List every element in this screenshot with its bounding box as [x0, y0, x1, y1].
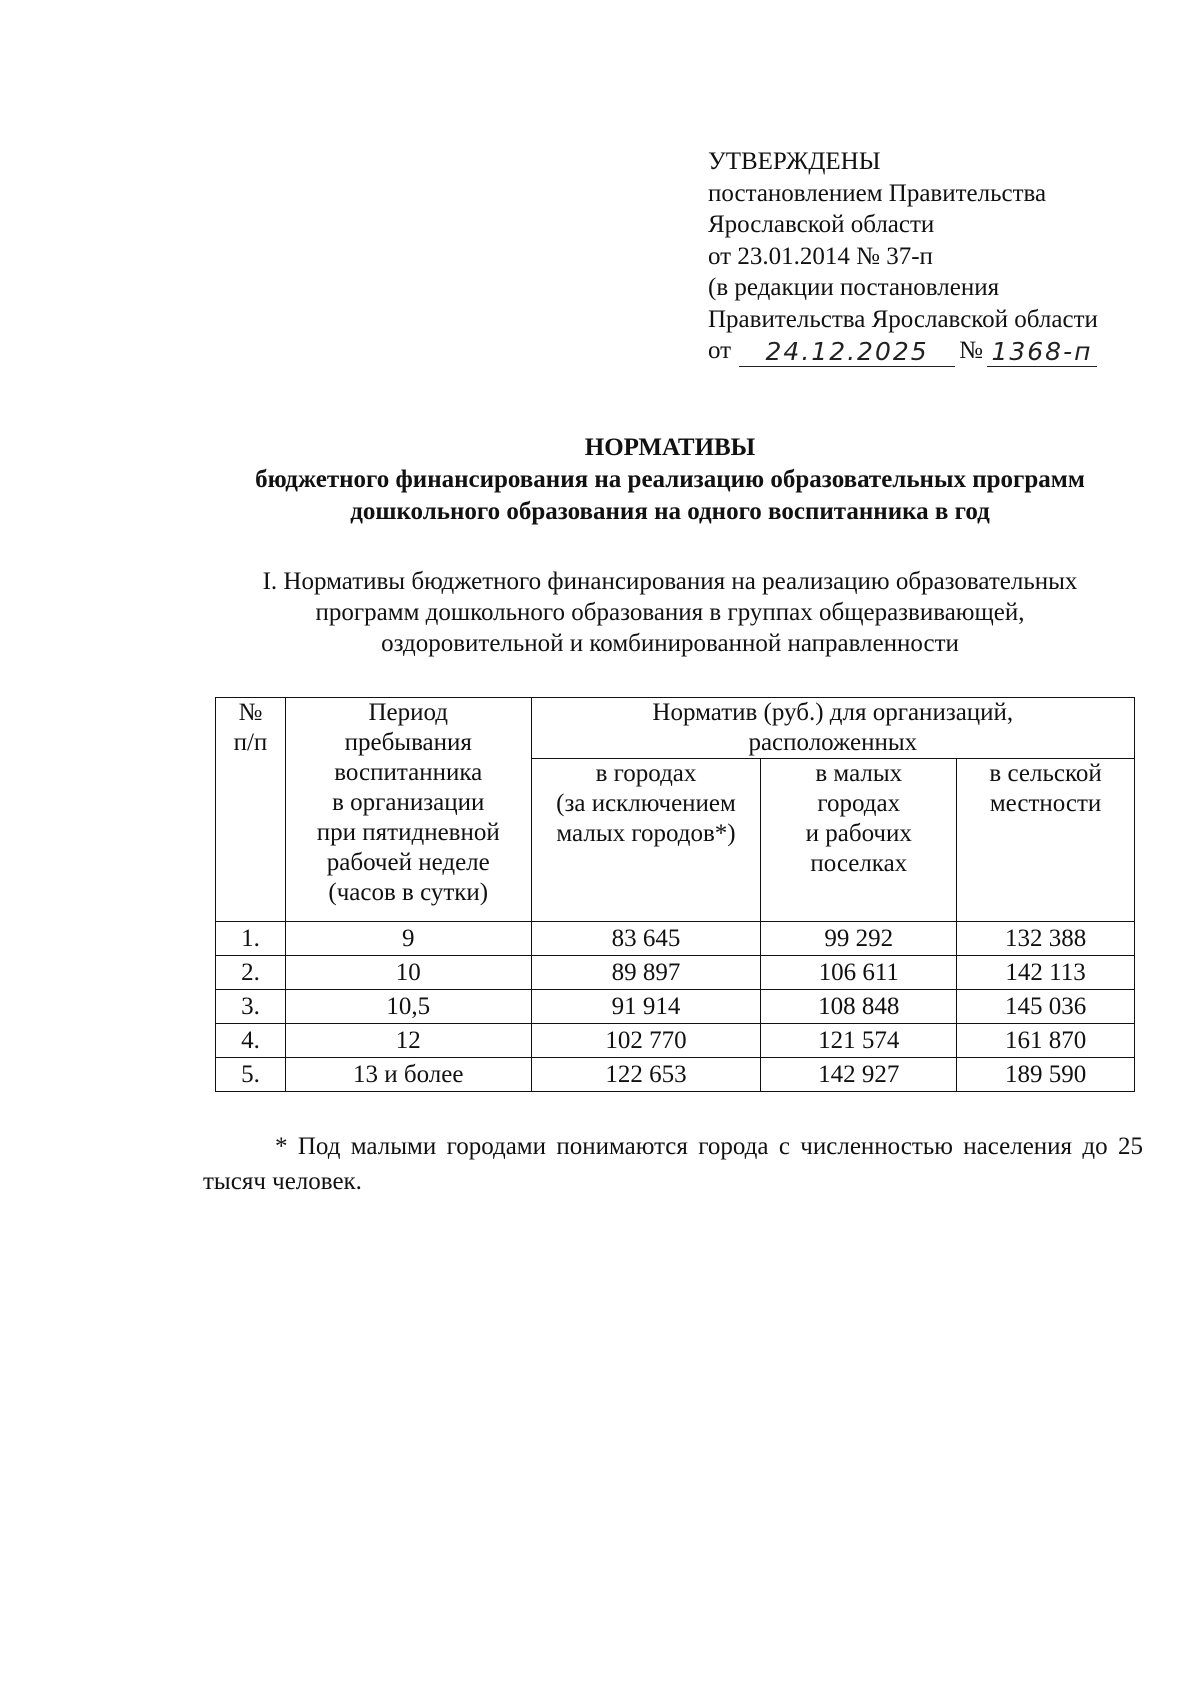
row-num: 3. — [216, 990, 286, 1024]
table-row — [216, 990, 1135, 1024]
row-small-towns: 108 848 — [761, 990, 957, 1024]
document-title — [190, 432, 1150, 528]
row-rural: 161 870 — [957, 1024, 1135, 1058]
amendment-date-line — [708, 335, 1178, 367]
approval-line: постановлением Правительства — [708, 179, 1047, 207]
row-period: 9 — [285, 922, 531, 956]
header-rural: в сельской местности — [957, 759, 1135, 922]
row-rural: 145 036 — [957, 990, 1135, 1024]
header-small-towns: в малых городах и рабочих поселках — [761, 759, 957, 922]
row-small-towns: 142 927 — [761, 1058, 957, 1092]
row-num: 4. — [216, 1024, 286, 1058]
row-period: 10,5 — [285, 990, 531, 1024]
row-cities: 89 897 — [531, 956, 761, 990]
ot-label: от — [708, 337, 732, 364]
norms-table — [215, 697, 1135, 1092]
row-small-towns: 121 574 — [761, 1024, 957, 1058]
row-cities: 83 645 — [531, 922, 761, 956]
row-rural: 142 113 — [957, 956, 1135, 990]
row-num: 1. — [216, 922, 286, 956]
title-main: НОРМАТИВЫ — [584, 434, 756, 461]
section-line: программ дошкольного образования в группах общеразвивающей, — [315, 599, 1025, 626]
approval-line: (в редакции постановления — [708, 274, 1000, 301]
footnote — [203, 1129, 1143, 1199]
approval-block — [708, 146, 1178, 367]
row-small-towns: 99 292 — [761, 922, 957, 956]
row-small-towns: 106 611 — [761, 956, 957, 990]
approval-line: Правительства Ярославской области — [708, 305, 1098, 333]
row-cities: 122 653 — [531, 1058, 761, 1092]
table-header-row — [216, 698, 1135, 759]
header-cities: в городах (за исключением малых городов*) — [531, 759, 761, 922]
section-heading — [190, 566, 1150, 659]
header-norm: Норматив (руб.) для организаций, расположенных — [531, 698, 1134, 759]
title-sub: бюджетного финансирования на реализацию образовательных программ — [255, 466, 1085, 493]
row-period: 13 и более — [285, 1058, 531, 1092]
approval-line: Ярославской области — [708, 211, 935, 238]
row-rural: 189 590 — [957, 1058, 1135, 1092]
row-rural: 132 388 — [957, 922, 1135, 956]
row-period: 12 — [285, 1024, 531, 1058]
footnote-text: * Под малыми городами понимаются города с численностью населения до 25 тысяч человек. — [203, 1133, 1143, 1195]
row-num: 5. — [216, 1058, 286, 1092]
row-cities: 102 770 — [531, 1024, 761, 1058]
table-row — [216, 1058, 1135, 1092]
handwritten-date: 24.12.2025 — [739, 338, 955, 367]
table-row — [216, 956, 1135, 990]
handwritten-number: 1368-п — [987, 338, 1097, 367]
title-sub: дошкольного образования на одного воспитанника в год — [350, 498, 990, 525]
row-cities: 91 914 — [531, 990, 761, 1024]
row-period: 10 — [285, 956, 531, 990]
row-num: 2. — [216, 956, 286, 990]
approval-heading: УТВЕРЖДЕНЫ — [708, 148, 881, 175]
table-row — [216, 1024, 1135, 1058]
section-line: оздоровительной и комбинированной направленности — [381, 630, 959, 657]
table-row — [216, 922, 1135, 956]
header-period: Период пребывания воспитанника в организации при пятидневной рабочей неделе (часов в сутки) — [285, 698, 531, 922]
section-line: I. Нормативы бюджетного финансирования на реализацию образовательных — [262, 568, 1078, 595]
number-label: № — [959, 337, 983, 364]
approval-line: от 23.01.2014 № 37-п — [708, 242, 933, 270]
header-num: № п/п — [216, 698, 286, 922]
